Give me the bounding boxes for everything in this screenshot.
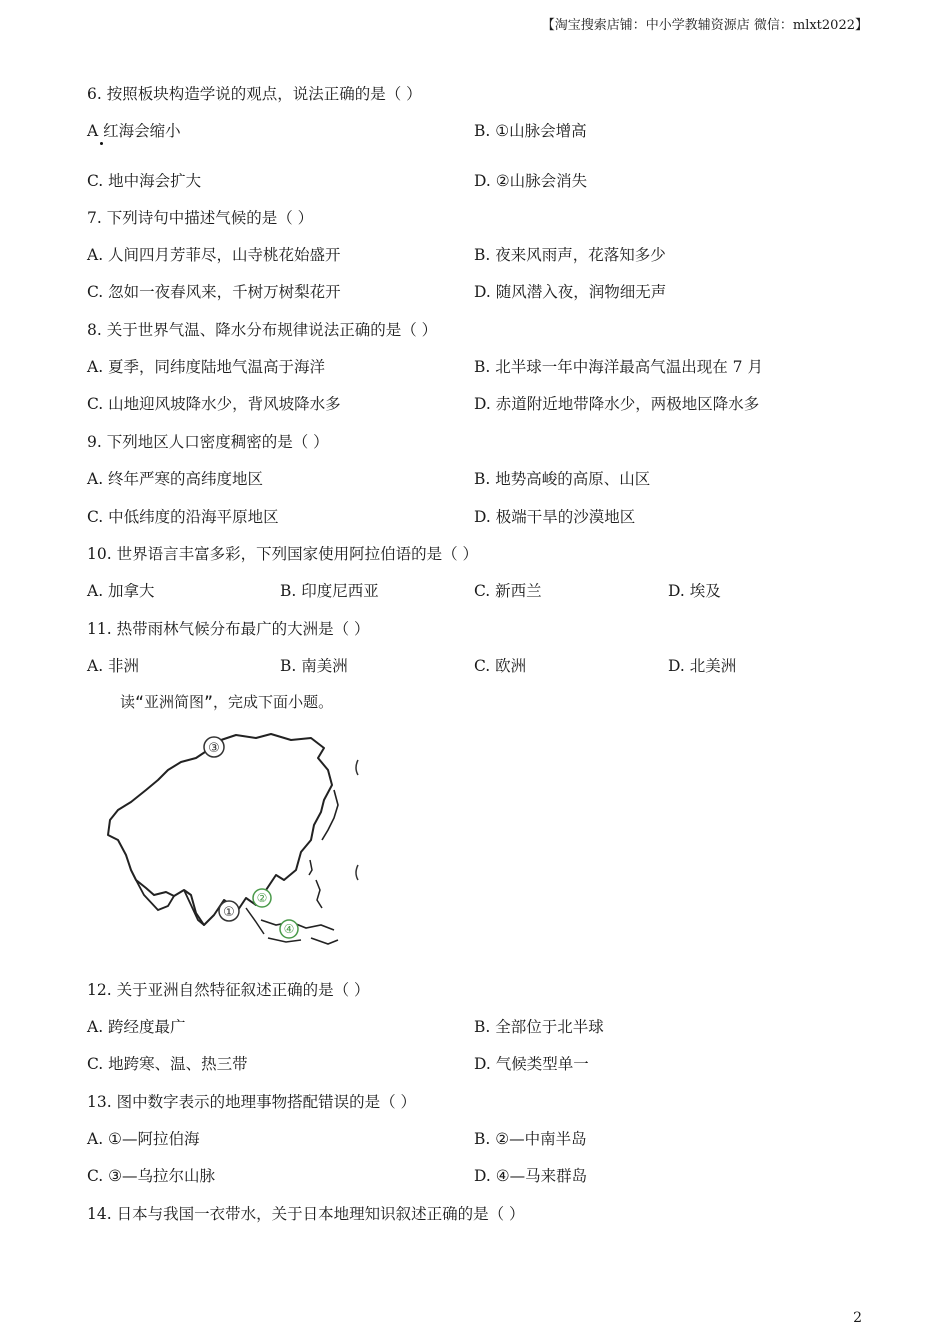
q6-option-b: B. ①山脉会增高 bbox=[474, 122, 587, 140]
map-border-mark-top bbox=[356, 760, 358, 775]
label-1-text: ① bbox=[223, 905, 235, 920]
label-2-circle bbox=[253, 889, 271, 907]
q7-option-b: B. 夜来风雨声，花落知多少 bbox=[474, 246, 666, 264]
q13-option-a: A. ①—阿拉伯海 bbox=[87, 1130, 200, 1148]
q6-option-d: D. ②山脉会消失 bbox=[474, 172, 588, 190]
q12-option-d: D. 气候类型单一 bbox=[474, 1055, 589, 1073]
philippine-islands bbox=[316, 880, 322, 908]
q10-option-c: C. 新西兰 bbox=[474, 582, 542, 600]
question-12-stem: 12. 关于亚洲自然特征叙述正确的是（ ） bbox=[87, 981, 370, 999]
q11-option-a: A. 非洲 bbox=[87, 657, 140, 675]
q10-option-d: D. 埃及 bbox=[668, 582, 721, 600]
q11-option-d: D. 北美洲 bbox=[668, 657, 737, 675]
q13-option-b: B. ②—中南半岛 bbox=[474, 1130, 587, 1148]
reading-instruction: 读“亚洲简图”，完成下面小题。 bbox=[120, 693, 334, 711]
q13-option-c: C. ③—乌拉尔山脉 bbox=[87, 1167, 216, 1185]
question-13-stem: 13. 图中数字表示的地理事物搭配错误的是（ ） bbox=[87, 1093, 417, 1111]
taiwan-island bbox=[309, 860, 312, 875]
q10-option-a: A. 加拿大 bbox=[87, 582, 155, 600]
label-1-circle bbox=[219, 901, 239, 921]
q8-option-d: D. 赤道附近地带降水少，两极地区降水多 bbox=[474, 395, 760, 413]
question-10-stem: 10. 世界语言丰富多彩，下列国家使用阿拉伯语的是（ ） bbox=[87, 545, 479, 563]
question-6-stem: 6. 按照板块构造学说的观点，说法正确的是（ ） bbox=[87, 85, 422, 103]
q10-option-b: B. 印度尼西亚 bbox=[280, 582, 379, 600]
q8-option-c: C. 山地迎风坡降水少，背风坡降水多 bbox=[87, 395, 341, 413]
label-4-circle bbox=[280, 920, 298, 938]
q12-option-a: A. 跨经度最广 bbox=[87, 1018, 186, 1036]
question-7-stem: 7. 下列诗句中描述气候的是（ ） bbox=[87, 209, 314, 227]
label-4-text: ④ bbox=[283, 922, 295, 936]
q9-option-a: A. 终年严寒的高纬度地区 bbox=[87, 470, 264, 488]
q11-option-c: C. 欧洲 bbox=[474, 657, 527, 675]
q12-option-b: B. 全部位于北半球 bbox=[474, 1018, 604, 1036]
page-number: 2 bbox=[853, 1310, 862, 1326]
asia-outline bbox=[108, 734, 332, 925]
q7-option-d: D. 随风潜入夜，润物细无声 bbox=[474, 283, 667, 301]
question-14-stem: 14. 日本与我国一衣带水，关于日本地理知识叙述正确的是（ ） bbox=[87, 1205, 525, 1223]
q12-option-c: C. 地跨寒、温、热三带 bbox=[87, 1055, 248, 1073]
page-header: 【淘宝搜索店铺：中小学教辅资源店 微信：mlxt2022】 bbox=[541, 18, 868, 33]
stray-dot bbox=[100, 142, 103, 145]
q9-option-d: D. 极端干旱的沙漠地区 bbox=[474, 508, 636, 526]
q6-option-c: C. 地中海会扩大 bbox=[87, 172, 202, 190]
label-3-text: ③ bbox=[208, 741, 220, 756]
question-11-stem: 11. 热带雨林气候分布最广的大洲是（ ） bbox=[87, 620, 370, 638]
q7-option-a: A. 人间四月芳菲尽，山寺桃花始盛开 bbox=[87, 246, 341, 264]
label-3-circle bbox=[204, 737, 224, 757]
q8-option-a: A. 夏季，同纬度陆地气温高于海洋 bbox=[87, 358, 326, 376]
q11-option-b: B. 南美洲 bbox=[280, 657, 348, 675]
q13-option-d: D. ④—马来群岛 bbox=[474, 1167, 588, 1185]
question-8-stem: 8. 关于世界气温、降水分布规律说法正确的是（ ） bbox=[87, 321, 438, 339]
map-border-mark-bottom bbox=[356, 865, 358, 880]
q7-option-c: C. 忽如一夜春风来，千树万树梨花开 bbox=[87, 283, 341, 301]
question-9-stem: 9. 下列地区人口密度稠密的是（ ） bbox=[87, 433, 329, 451]
malay-archipelago bbox=[261, 920, 338, 944]
asia-sketch-map bbox=[96, 730, 366, 960]
q9-option-b: B. 地势高峻的高原、山区 bbox=[474, 470, 651, 488]
q9-option-c: C. 中低纬度的沿海平原地区 bbox=[87, 508, 279, 526]
label-2-text: ② bbox=[256, 891, 268, 905]
q8-option-b: B. 北半球一年中海洋最高气温出现在 7 月 bbox=[474, 358, 763, 376]
sumatra-island bbox=[246, 908, 264, 934]
q6-option-a: A 红海会缩小 bbox=[87, 122, 181, 140]
